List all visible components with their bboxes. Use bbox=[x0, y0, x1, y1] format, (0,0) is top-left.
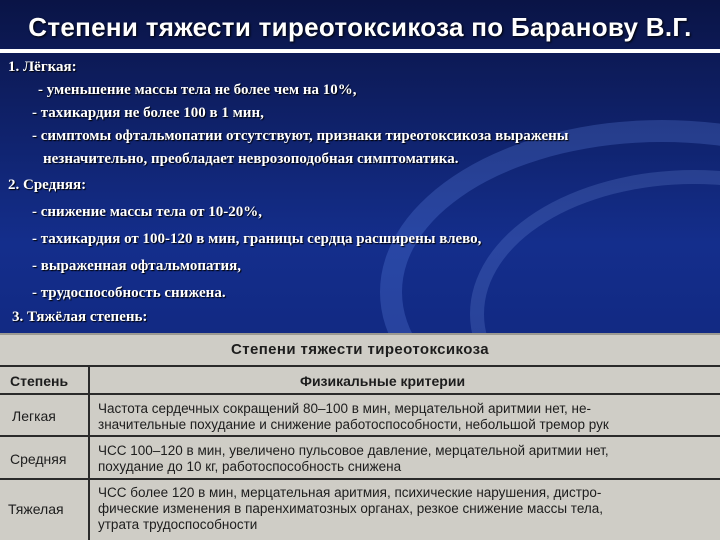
table-header-grade: Степень bbox=[10, 373, 69, 389]
list-item: - симптомы офтальмопатии отсутствуют, признаки тиреотоксикоза выражены bbox=[32, 128, 569, 144]
table-column-divider bbox=[88, 365, 90, 540]
table-row-criteria: ЧСС 100–120 в мин, увеличено пульсовое давление, мерцательной аритмии нет, bbox=[98, 443, 609, 458]
list-heading-mild: 1. Лёгкая: bbox=[8, 59, 77, 75]
table-rule bbox=[0, 393, 720, 395]
table-row-grade: Средняя bbox=[10, 451, 67, 467]
table-row-criteria: Частота сердечных сокращений 80–100 в мин, мерцательной аритмии нет, не- bbox=[98, 401, 591, 416]
table-header-criteria: Физикальные критерии bbox=[300, 373, 466, 389]
list-item: - выраженная офтальмопатия, bbox=[32, 258, 241, 274]
table-row-grade: Легкая bbox=[12, 408, 56, 424]
list-heading-severe: 3. Тяжёлая степень: bbox=[12, 309, 148, 325]
table-row-criteria: значительные похудание и снижение работоспособности, небольшой тремор рук bbox=[98, 417, 609, 432]
list-item: - тахикардия от 100-120 в мин, границы сердца расширены влево, bbox=[32, 231, 482, 247]
title-divider bbox=[0, 49, 720, 53]
table-rule bbox=[0, 435, 720, 437]
list-item: - уменьшение массы тела не более чем на 10%, bbox=[38, 82, 357, 98]
list-item-continuation: незначительно, преобладает неврозоподобная симптоматика. bbox=[43, 151, 459, 167]
table-row-criteria: фические изменения в паренхиматозных органах, резкое снижение массы тела, bbox=[98, 501, 604, 516]
list-item: - тахикардия не более 100 в 1 мин, bbox=[32, 105, 264, 121]
table-row-grade: Тяжелая bbox=[8, 501, 64, 517]
table-row-criteria: утрата трудоспособности bbox=[98, 517, 258, 532]
list-item: - снижение массы тела от 10-20%, bbox=[32, 204, 262, 220]
slide-title: Степени тяжести тиреотоксикоза по Баранову В.Г. bbox=[28, 12, 692, 42]
table-rule bbox=[0, 365, 720, 367]
table-title: Степени тяжести тиреотоксикоза bbox=[230, 341, 490, 358]
scanned-table bbox=[0, 333, 720, 540]
list-heading-moderate: 2. Средняя: bbox=[8, 177, 87, 193]
table-row-criteria: похудание до 10 кг, работоспособность снижена bbox=[98, 459, 402, 474]
table-row-criteria: ЧСС более 120 в мин, мерцательная аритмия, психические нарушения, дистро- bbox=[98, 485, 602, 500]
table-rule bbox=[0, 478, 720, 480]
list-item: - трудоспособность снижена. bbox=[32, 285, 226, 301]
